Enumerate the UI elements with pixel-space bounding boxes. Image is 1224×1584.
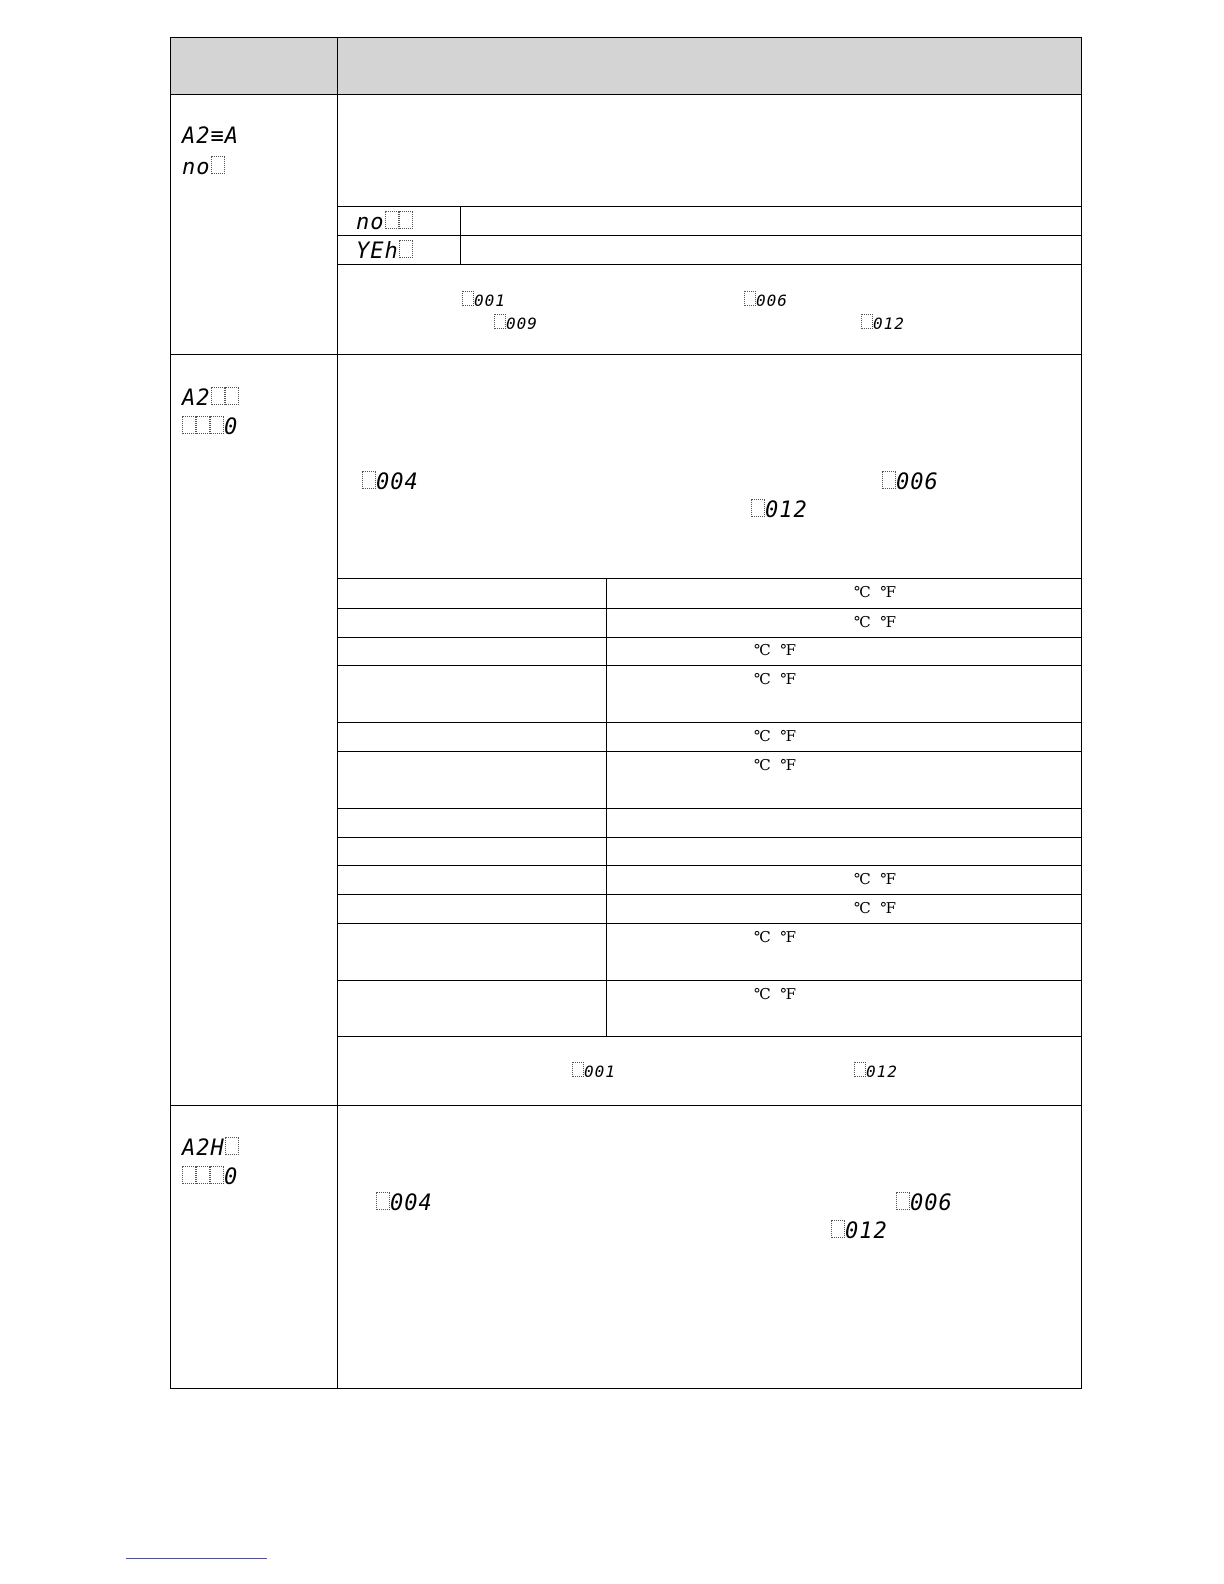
ref-001-c (572, 1062, 616, 1080)
blank-digit-icon (196, 416, 210, 434)
celsius-text: ℃ (754, 756, 771, 774)
unit-pair (754, 643, 796, 658)
row2-bottom-border (171, 1105, 1082, 1106)
fahrenheit-text: ℉ (880, 899, 897, 917)
ref-004-d (376, 1192, 433, 1215)
row1-bottom-border (171, 354, 1082, 355)
ref-006-d-text: 006 (910, 1191, 953, 1216)
table-header-background (171, 38, 1082, 94)
celsius-text: ℃ (854, 899, 871, 917)
sub-border (338, 837, 1082, 838)
blank-digit-icon (182, 1166, 196, 1184)
unit-pair (854, 615, 896, 630)
a2-code-text: A2 (182, 386, 211, 411)
fahrenheit-text: ℉ (780, 641, 797, 659)
table-left-border (170, 37, 171, 1389)
sub-border (338, 980, 1082, 981)
a2ea-value (182, 156, 225, 179)
header-bottom-border (171, 94, 1082, 95)
unit-pair (754, 930, 796, 945)
options-bottom-border (338, 264, 1082, 265)
unit-pair (854, 585, 896, 600)
ref-006-a (744, 291, 788, 309)
table-right-border (1081, 37, 1082, 1389)
sub-border (338, 865, 1082, 866)
options-divider (460, 206, 461, 265)
blank-digit-icon (861, 314, 873, 329)
sub-border (338, 1036, 1082, 1037)
ref-012-c (854, 1062, 898, 1080)
fahrenheit-text: ℉ (780, 756, 797, 774)
a2-code (182, 387, 239, 410)
celsius-text: ℃ (754, 928, 771, 946)
blank-digit-icon (494, 314, 506, 329)
options-middle-border (338, 235, 1082, 236)
a2h-value (182, 1166, 238, 1189)
blank-digit-icon (385, 211, 399, 229)
blank-digit-icon (182, 416, 196, 434)
unit-pair (854, 872, 896, 887)
sub-border (338, 923, 1082, 924)
ref-006-d (896, 1192, 953, 1215)
unit-pair (754, 987, 796, 1002)
footer-link-underline[interactable] (126, 1558, 267, 1559)
fahrenheit-text: ℉ (780, 985, 797, 1003)
blank-digit-icon (751, 499, 765, 517)
ref-004-b-text: 004 (376, 470, 419, 495)
fahrenheit-text: ℉ (780, 670, 797, 688)
celsius-text: ℃ (754, 670, 771, 688)
column-divider (337, 37, 338, 1389)
ref-012-d-text: 012 (845, 1219, 888, 1244)
a2ea-value-text: no (182, 155, 211, 180)
ref-001-a-text: 001 (474, 291, 506, 310)
fahrenheit-text: ℉ (780, 727, 797, 745)
option-no-text: no (356, 210, 385, 235)
blank-digit-icon (362, 471, 376, 489)
ref-012-b-text: 012 (765, 498, 808, 523)
ref-012-a (861, 314, 905, 332)
blank-digit-icon (831, 1220, 845, 1238)
ref-012-a-text: 012 (873, 314, 905, 333)
sub-border (338, 665, 1082, 666)
options-top-border (338, 206, 1082, 207)
fahrenheit-text: ℉ (880, 613, 897, 631)
sub-border (338, 751, 1082, 752)
blank-digit-icon (196, 1166, 210, 1184)
celsius-text: ℃ (754, 727, 771, 745)
blank-digit-icon (399, 211, 413, 229)
ref-006-b-text: 006 (896, 470, 939, 495)
a2ea-code-text: A2≡A (182, 124, 239, 149)
ref-004-b (362, 471, 419, 494)
blank-digit-icon (225, 387, 239, 405)
ref-004-d-text: 004 (390, 1191, 433, 1216)
fahrenheit-text: ℉ (880, 583, 897, 601)
sub-divider (606, 578, 607, 1037)
option-yes-text: YEh (356, 239, 399, 264)
ref-009-a-text: 009 (506, 314, 538, 333)
a2-value-text: 0 (224, 415, 239, 440)
blank-digit-icon (210, 1166, 224, 1184)
unit-pair (754, 729, 796, 744)
celsius-text: ℃ (854, 870, 871, 888)
celsius-text: ℃ (754, 985, 771, 1003)
table-top-border (171, 37, 1082, 38)
sub-border (338, 722, 1082, 723)
a2h-code (182, 1137, 239, 1160)
sub-border (338, 808, 1082, 809)
sub-border (338, 608, 1082, 609)
ref-006-b (882, 471, 939, 494)
a2ea-code (182, 126, 239, 148)
blank-digit-icon (399, 240, 413, 258)
table-bottom-border (171, 1388, 1082, 1389)
blank-digit-icon (211, 387, 225, 405)
a2h-value-text: 0 (224, 1165, 239, 1190)
blank-digit-icon (882, 471, 896, 489)
ref-009-a (494, 314, 538, 332)
blank-digit-icon (744, 291, 756, 306)
option-yes (356, 240, 413, 263)
blank-digit-icon (376, 1192, 390, 1210)
fahrenheit-text: ℉ (880, 870, 897, 888)
blank-digit-icon (896, 1192, 910, 1210)
a2-value (182, 416, 238, 439)
ref-012-b (751, 499, 808, 522)
a2h-code-text: A2H (182, 1136, 225, 1161)
fahrenheit-text: ℉ (780, 928, 797, 946)
celsius-text: ℃ (854, 613, 871, 631)
sub-border (338, 637, 1082, 638)
blank-digit-icon (210, 416, 224, 434)
celsius-text: ℃ (754, 641, 771, 659)
blank-digit-icon (462, 291, 474, 306)
ref-012-c-text: 012 (866, 1062, 898, 1081)
sub-border (338, 578, 1082, 579)
blank-digit-icon (572, 1062, 584, 1077)
unit-pair (754, 672, 796, 687)
ref-012-d (831, 1220, 888, 1243)
blank-digit-icon (854, 1062, 866, 1077)
sub-border (338, 894, 1082, 895)
blank-digit-icon (225, 1137, 239, 1155)
unit-pair (854, 901, 896, 916)
ref-001-a (462, 291, 506, 309)
celsius-text: ℃ (854, 583, 871, 601)
ref-006-a-text: 006 (756, 291, 788, 310)
unit-pair (754, 758, 796, 773)
option-no (356, 211, 413, 234)
ref-001-c-text: 001 (584, 1062, 616, 1081)
blank-digit-icon (211, 156, 225, 174)
